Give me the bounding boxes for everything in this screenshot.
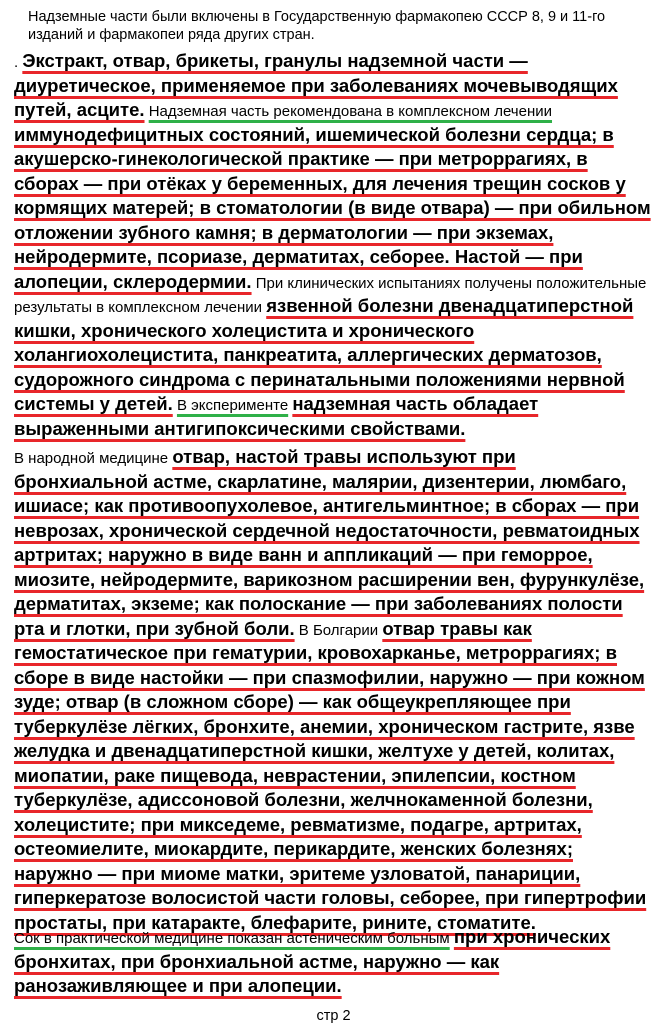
intro-text: Надземные части были включены в Государственную фармакопею СССР 8, 9 и 11-го изданий и фармакопеи ряда других стран. <box>28 9 606 43</box>
paragraph-juice <box>14 926 654 1000</box>
juice-intro: Сок в практической медицине показан астеническим больным <box>14 930 450 947</box>
bulgaria-uses: отвар травы как гемостатическое при гематурии, кровохарканье, метроррагиях; в сборе в виде настойки — при спазмофилии, наружно — при кожном зуде; отвар (в сложном сборе) — как общеукрепляющее при туберкулёзе лёгких, бронхите, анемии, хроническом гастрите, язве желудка и двенадцатиперстной кишки, желтухе у детей, колитах, миопатии, раке пищевода, неврастении, эпилепсии, костном туберкулёзе, адиссоновой болезни, желчнокаменной болезни, холецистите; при микседеме, ревматизме, подагре, артритах, остеомиелите, миокардите, перикардите, женских болезнях; наружно — при миоме матки, эритеме узловатой, панариции, гиперкератозе волосистой части головы, себорее, при гипертрофии простаты, при катаракте, блефарите, рините, стоматите. <box>14 617 647 933</box>
paragraph-juice-text <box>14 926 654 1000</box>
clinical-trials-text: При клинических испытаниях получены положительные результаты в комплексном лечении <box>14 274 647 316</box>
folk-medicine-uses: отвар, настой травы используют при бронхиальной астме, скарлатине, малярии, дизентерии, люмбаго, ишиасе; как противоопухолевое, антигельминтное; в сборах — при неврозах, хронической сердечной недостаточности, ревматоидных артритах; наружно в виде ванн и аппликаций — при геморрое, миозите, нейродермите, варикозном расширении вен, фурункулёзе, дерматитах, экземе; как полоскание — при заболеваниях полости рта и глотки, при зубной боли. <box>14 446 645 639</box>
aerial-part-recommendation: Надземная часть рекомендована в комплексном лечении <box>148 103 553 120</box>
bulgaria-label: В Болгарии <box>298 621 379 639</box>
indications-list: иммунодефицитных состояний, ишемической болезни сердца; в акушерско-гинекологической практике — при метроррагиях, в сборах — при отёках у беременных, для лечения трещин сосков у кормящих матерей; в стоматологии (в виде отвара) — при обильном отложении зубного камня; в дерматологии — при экземах, нейродермите, псориазе, дерматитах, себорее. Настой — при алопеции, склеродермии. <box>14 123 651 292</box>
extract-sentence: Экстракт, отвар, брикеты, гранулы надземной части — диуретическое, применяемое при заболеваниях мочевыводящих путей, асците. <box>14 50 618 120</box>
paragraph-folk-medicine-text <box>14 446 654 936</box>
juice-indications: при хронических бронхитах, при бронхиальной астме, наружно — как ранозаживляющее и при алопеции. <box>14 926 611 996</box>
antihypoxic-properties: надземная часть обладает выраженными антигипоксическими свойствами. <box>14 393 539 439</box>
paragraph-usage <box>14 50 654 442</box>
intro-paragraph <box>28 8 648 44</box>
page-number: стр 2 <box>316 1008 351 1024</box>
clinical-trials-indications: язвенной болезни двенадцатиперстной кишки, хронического холецистита и хронического холангиохолецистита, панкреатита, аллергических дерматозов, судорожного синдрома с перинатальными положениями нервной системы у детей. <box>14 295 634 414</box>
leading-dot: . <box>14 54 19 71</box>
paragraph-folk-medicine <box>14 446 654 936</box>
paragraph-usage-text <box>14 50 654 442</box>
folk-medicine-label: В народной медицине <box>14 450 169 467</box>
experiment-label: В эксперименте <box>176 397 289 414</box>
